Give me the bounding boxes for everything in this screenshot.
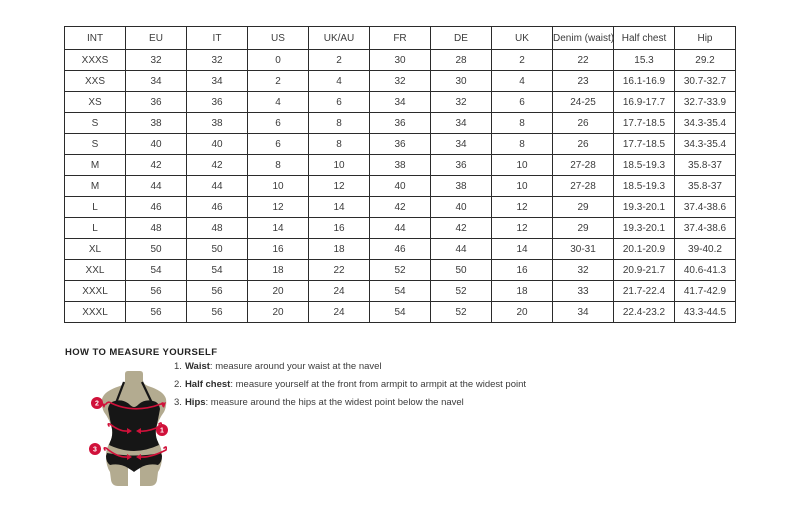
header-row xyxy=(65,27,736,50)
table-row xyxy=(65,281,736,302)
table-row xyxy=(65,218,736,239)
table-cell: 27-28 xyxy=(553,155,614,176)
how-to-measure-title: HOW TO MEASURE YOURSELF xyxy=(65,347,218,358)
table-cell: 10 xyxy=(309,155,370,176)
table-cell: 20 xyxy=(492,302,553,323)
table-cell: 46 xyxy=(370,239,431,260)
table-cell: 48 xyxy=(126,218,187,239)
table-cell: 34.3-35.4 xyxy=(675,113,736,134)
table-cell: 37.4-38.6 xyxy=(675,218,736,239)
table-row xyxy=(65,134,736,155)
table-cell: M xyxy=(65,176,126,197)
step-number: 1. xyxy=(174,361,182,372)
table-cell: 29.2 xyxy=(675,50,736,71)
table-cell: 4 xyxy=(492,71,553,92)
column-header: INT xyxy=(65,27,126,50)
step-text: : measure around your waist at the navel xyxy=(209,361,382,372)
table-cell: 29 xyxy=(553,218,614,239)
table-cell: 16 xyxy=(309,218,370,239)
table-cell: 22 xyxy=(309,260,370,281)
table-cell: 30 xyxy=(431,71,492,92)
table-cell: 8 xyxy=(248,155,309,176)
column-header: UK/AU xyxy=(309,27,370,50)
table-cell: 42 xyxy=(431,218,492,239)
table-cell: 22.4-23.2 xyxy=(614,302,675,323)
table-cell: 34 xyxy=(187,71,248,92)
size-table-body xyxy=(65,50,736,323)
table-row xyxy=(65,113,736,134)
table-cell: 34 xyxy=(370,92,431,113)
table-cell: 8 xyxy=(492,134,553,155)
table-cell: 24 xyxy=(309,302,370,323)
table-cell: 50 xyxy=(126,239,187,260)
table-cell: 29 xyxy=(553,197,614,218)
table-cell: 44 xyxy=(370,218,431,239)
column-header: Half chest xyxy=(614,27,675,50)
table-cell: 0 xyxy=(248,50,309,71)
table-cell: M xyxy=(65,155,126,176)
measure-step-half-chest xyxy=(174,379,526,390)
table-cell: 40 xyxy=(431,197,492,218)
table-row xyxy=(65,92,736,113)
table-cell: 38 xyxy=(370,155,431,176)
table-cell: 38 xyxy=(126,113,187,134)
table-cell: 6 xyxy=(309,92,370,113)
table-cell: 22 xyxy=(553,50,614,71)
badge-waist-number: 1 xyxy=(160,427,164,435)
table-cell: 48 xyxy=(187,218,248,239)
table-row xyxy=(65,239,736,260)
table-cell: 18 xyxy=(309,239,370,260)
table-cell: 14 xyxy=(248,218,309,239)
table-cell: 54 xyxy=(187,260,248,281)
table-cell: 32 xyxy=(431,92,492,113)
table-cell: 52 xyxy=(370,260,431,281)
table-cell: 36 xyxy=(370,113,431,134)
table-cell: 54 xyxy=(126,260,187,281)
badge-hips-number: 3 xyxy=(93,446,97,454)
table-cell: 32 xyxy=(553,260,614,281)
table-cell: 16.1-16.9 xyxy=(614,71,675,92)
table-cell: 42 xyxy=(370,197,431,218)
table-cell: 46 xyxy=(187,197,248,218)
table-cell: 2 xyxy=(248,71,309,92)
table-cell: XS xyxy=(65,92,126,113)
table-cell: 16 xyxy=(492,260,553,281)
table-cell: 35.8-37 xyxy=(675,176,736,197)
table-row xyxy=(65,71,736,92)
table-cell: 50 xyxy=(431,260,492,281)
table-cell: 52 xyxy=(431,281,492,302)
step-number: 3. xyxy=(174,397,182,408)
table-cell: XXXL xyxy=(65,281,126,302)
table-cell: 37.4-38.6 xyxy=(675,197,736,218)
table-cell: XL xyxy=(65,239,126,260)
table-cell: 34 xyxy=(431,113,492,134)
table-cell: 16 xyxy=(248,239,309,260)
table-cell: 27-28 xyxy=(553,176,614,197)
table-cell: 44 xyxy=(126,176,187,197)
table-cell: 34 xyxy=(553,302,614,323)
table-cell: 56 xyxy=(187,281,248,302)
table-row xyxy=(65,197,736,218)
table-cell: 40 xyxy=(370,176,431,197)
column-header: US xyxy=(248,27,309,50)
step-term: Waist xyxy=(184,361,210,372)
table-cell: 18 xyxy=(492,281,553,302)
table-cell: 20.9-21.7 xyxy=(614,260,675,281)
table-cell: 12 xyxy=(492,197,553,218)
table-cell: 36 xyxy=(431,155,492,176)
table-cell: 52 xyxy=(431,302,492,323)
table-cell: 36 xyxy=(187,92,248,113)
table-cell: 26 xyxy=(553,134,614,155)
table-cell: 40 xyxy=(187,134,248,155)
table-cell: L xyxy=(65,218,126,239)
table-cell: 18 xyxy=(248,260,309,281)
table-cell: 20 xyxy=(248,281,309,302)
table-cell: 50 xyxy=(187,239,248,260)
table-cell: 6 xyxy=(248,113,309,134)
table-cell: 30 xyxy=(370,50,431,71)
table-cell: 43.3-44.5 xyxy=(675,302,736,323)
badge-chest-number: 2 xyxy=(95,400,99,408)
table-cell: 32 xyxy=(370,71,431,92)
table-cell: 32 xyxy=(126,50,187,71)
table-cell: 24-25 xyxy=(553,92,614,113)
table-cell: 40 xyxy=(126,134,187,155)
column-header: UK xyxy=(492,27,553,50)
measure-step-hips xyxy=(174,397,526,408)
table-cell: 39-40.2 xyxy=(675,239,736,260)
table-cell: 21.7-22.4 xyxy=(614,281,675,302)
table-cell: 56 xyxy=(126,281,187,302)
table-row xyxy=(65,260,736,281)
column-header: DE xyxy=(431,27,492,50)
table-cell: 38 xyxy=(187,113,248,134)
table-cell: 30.7-32.7 xyxy=(675,71,736,92)
table-cell: XXXL xyxy=(65,302,126,323)
table-cell: 44 xyxy=(187,176,248,197)
table-cell: 6 xyxy=(492,92,553,113)
column-header: FR xyxy=(370,27,431,50)
column-header: Hip xyxy=(675,27,736,50)
table-cell: 10 xyxy=(248,176,309,197)
table-cell: 41.7-42.9 xyxy=(675,281,736,302)
table-cell: 24 xyxy=(309,281,370,302)
table-cell: 34 xyxy=(431,134,492,155)
table-cell: XXS xyxy=(65,71,126,92)
table-row xyxy=(65,155,736,176)
table-cell: 42 xyxy=(126,155,187,176)
table-cell: 16.9-17.7 xyxy=(614,92,675,113)
table-cell: 17.7-18.5 xyxy=(614,113,675,134)
column-header: IT xyxy=(187,27,248,50)
table-cell: 32.7-33.9 xyxy=(675,92,736,113)
table-cell: XXXS xyxy=(65,50,126,71)
table-cell: 36 xyxy=(370,134,431,155)
measure-steps xyxy=(174,361,526,415)
table-cell: 40.6-41.3 xyxy=(675,260,736,281)
table-cell: S xyxy=(65,113,126,134)
table-cell: 18.5-19.3 xyxy=(614,176,675,197)
table-cell: 2 xyxy=(492,50,553,71)
table-cell: 18.5-19.3 xyxy=(614,155,675,176)
table-cell: 14 xyxy=(492,239,553,260)
step-text: : measure yourself at the front from armpit to armpit at the widest point xyxy=(230,379,527,390)
table-cell: 10 xyxy=(492,176,553,197)
table-cell: 35.8-37 xyxy=(675,155,736,176)
table-cell: 15.3 xyxy=(614,50,675,71)
table-row xyxy=(65,302,736,323)
table-cell: 8 xyxy=(309,113,370,134)
table-cell: L xyxy=(65,197,126,218)
table-row xyxy=(65,50,736,71)
table-row xyxy=(65,176,736,197)
step-text: : measure around the hips at the widest point below the navel xyxy=(205,397,464,408)
step-term: Hips xyxy=(184,397,206,408)
table-cell: 36 xyxy=(126,92,187,113)
table-cell: 12 xyxy=(248,197,309,218)
table-cell: 19.3-20.1 xyxy=(614,218,675,239)
table-cell: 8 xyxy=(309,134,370,155)
table-cell: 4 xyxy=(248,92,309,113)
table-cell: 33 xyxy=(553,281,614,302)
size-table xyxy=(64,26,736,323)
measure-step-waist xyxy=(174,361,526,372)
size-table-head xyxy=(65,27,736,50)
table-cell: 54 xyxy=(370,281,431,302)
table-cell: 8 xyxy=(492,113,553,134)
table-cell: 20 xyxy=(248,302,309,323)
table-cell: 17.7-18.5 xyxy=(614,134,675,155)
table-cell: 56 xyxy=(126,302,187,323)
table-cell: 26 xyxy=(553,113,614,134)
table-cell: 14 xyxy=(309,197,370,218)
table-cell: 4 xyxy=(309,71,370,92)
table-cell: 56 xyxy=(187,302,248,323)
step-term: Half chest xyxy=(184,379,231,390)
table-cell: 42 xyxy=(187,155,248,176)
table-cell: 32 xyxy=(187,50,248,71)
table-cell: 12 xyxy=(309,176,370,197)
table-cell: 19.3-20.1 xyxy=(614,197,675,218)
table-cell: 54 xyxy=(370,302,431,323)
table-cell: S xyxy=(65,134,126,155)
table-cell: 6 xyxy=(248,134,309,155)
table-cell: 10 xyxy=(492,155,553,176)
table-cell: 23 xyxy=(553,71,614,92)
table-cell: 28 xyxy=(431,50,492,71)
column-header: EU xyxy=(126,27,187,50)
table-cell: 34 xyxy=(126,71,187,92)
table-cell: 30-31 xyxy=(553,239,614,260)
table-cell: 44 xyxy=(431,239,492,260)
table-cell: XXL xyxy=(65,260,126,281)
table-cell: 12 xyxy=(492,218,553,239)
table-cell: 38 xyxy=(431,176,492,197)
column-header: Denim (waist) xyxy=(553,27,614,50)
table-cell: 46 xyxy=(126,197,187,218)
table-cell: 2 xyxy=(309,50,370,71)
table-cell: 34.3-35.4 xyxy=(675,134,736,155)
step-number: 2. xyxy=(174,379,182,390)
table-cell: 20.1-20.9 xyxy=(614,239,675,260)
